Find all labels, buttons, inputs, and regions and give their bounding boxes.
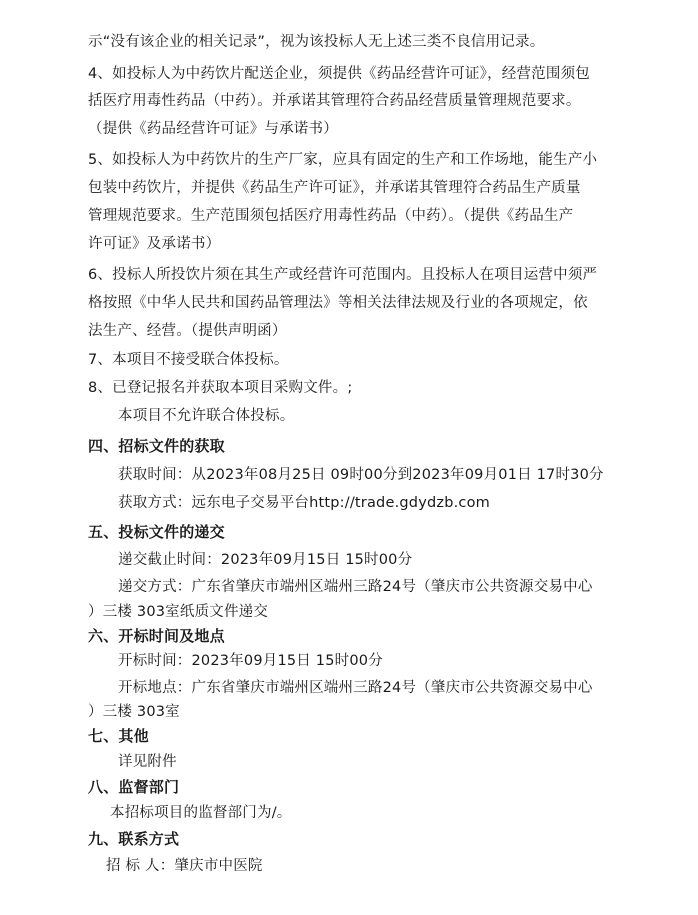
paragraph-line: 括医疗用毒性药品（中药）。并承诺其管理符合药品经营质量管理规范要求。 <box>88 93 581 109</box>
paragraph-line: 详见附件 <box>118 754 177 770</box>
paragraph-line: 递交方式：广东省肇庆市端州区端州三路24号（肇庆市公共资源交易中心 <box>118 579 593 595</box>
section-heading: 六、开标时间及地点 <box>88 627 225 645</box>
paragraph-line: 许可证》及承诺书） <box>88 236 221 252</box>
paragraph-line: ）三楼 303室纸质文件递交 <box>88 604 269 620</box>
paragraph-line: 6、投标人所投饮片须在其生产或经营许可范围内。且投标人在项目运营中须严 <box>88 267 598 283</box>
paragraph-line: 示“没有该企业的相关记录”，视为该投标人无上述三类不良信用记录。 <box>88 34 545 50</box>
paragraph-line: 7、本项目不接受联合体投标。 <box>88 352 289 368</box>
paragraph-line: 包装中药饮片，并提供《药品生产许可证》，并承诺其管理符合药品生产质量 <box>88 180 581 196</box>
paragraph-line: 开标地点：广东省肇庆市端州区端州三路24号（肇庆市公共资源交易中心 <box>118 680 593 696</box>
paragraph-line: 4、如投标人为中药饮片配送企业，须提供《药品经营许可证》，经营范围须包 <box>88 66 590 82</box>
paragraph-line: 递交截止时间：2023年09月15日 15时00分 <box>118 552 413 568</box>
paragraph-line: ）三楼 303室 <box>88 704 180 720</box>
paragraph-line: 管理规范要求。生产范围须包括医疗用毒性药品（中药）。（提供《药品生产 <box>88 208 574 224</box>
paragraph-line: 本项目不允许联合体投标。 <box>118 408 295 424</box>
paragraph-line: 本招标项目的监督部门为/。 <box>110 805 292 821</box>
paragraph-line: 招 标 人：肇庆市中医院 <box>106 858 263 874</box>
paragraph-line: （提供《药品经营许可证》与承诺书） <box>88 121 338 137</box>
section-heading: 四、招标文件的获取 <box>88 437 225 455</box>
paragraph-line: 获取时间：从2023年08月25日 09时00分到2023年09月01日 17时30分 <box>118 467 604 483</box>
paragraph-line: 开标时间：2023年09月15日 15时00分 <box>118 653 383 669</box>
paragraph-line: 格按照《中华人民共和国药品管理法》等相关法律法规及行业的各项规定，依 <box>88 295 588 311</box>
paragraph-line: 8、已登记报名并获取本项目采购文件。; <box>88 380 353 396</box>
section-heading: 八、监督部门 <box>88 778 180 796</box>
paragraph-line: 5、如投标人为中药饮片的生产厂家，应具有固定的生产和工作场地，能生产小 <box>88 152 598 168</box>
paragraph-line: 获取方式：远东电子交易平台http://trade.gdydzb.com <box>118 495 490 511</box>
section-heading: 七、其他 <box>88 727 149 745</box>
section-heading: 五、投标文件的递交 <box>88 523 225 541</box>
paragraph-line: 法生产、经营。（提供声明函） <box>88 323 287 339</box>
section-heading: 九、联系方式 <box>88 830 180 848</box>
